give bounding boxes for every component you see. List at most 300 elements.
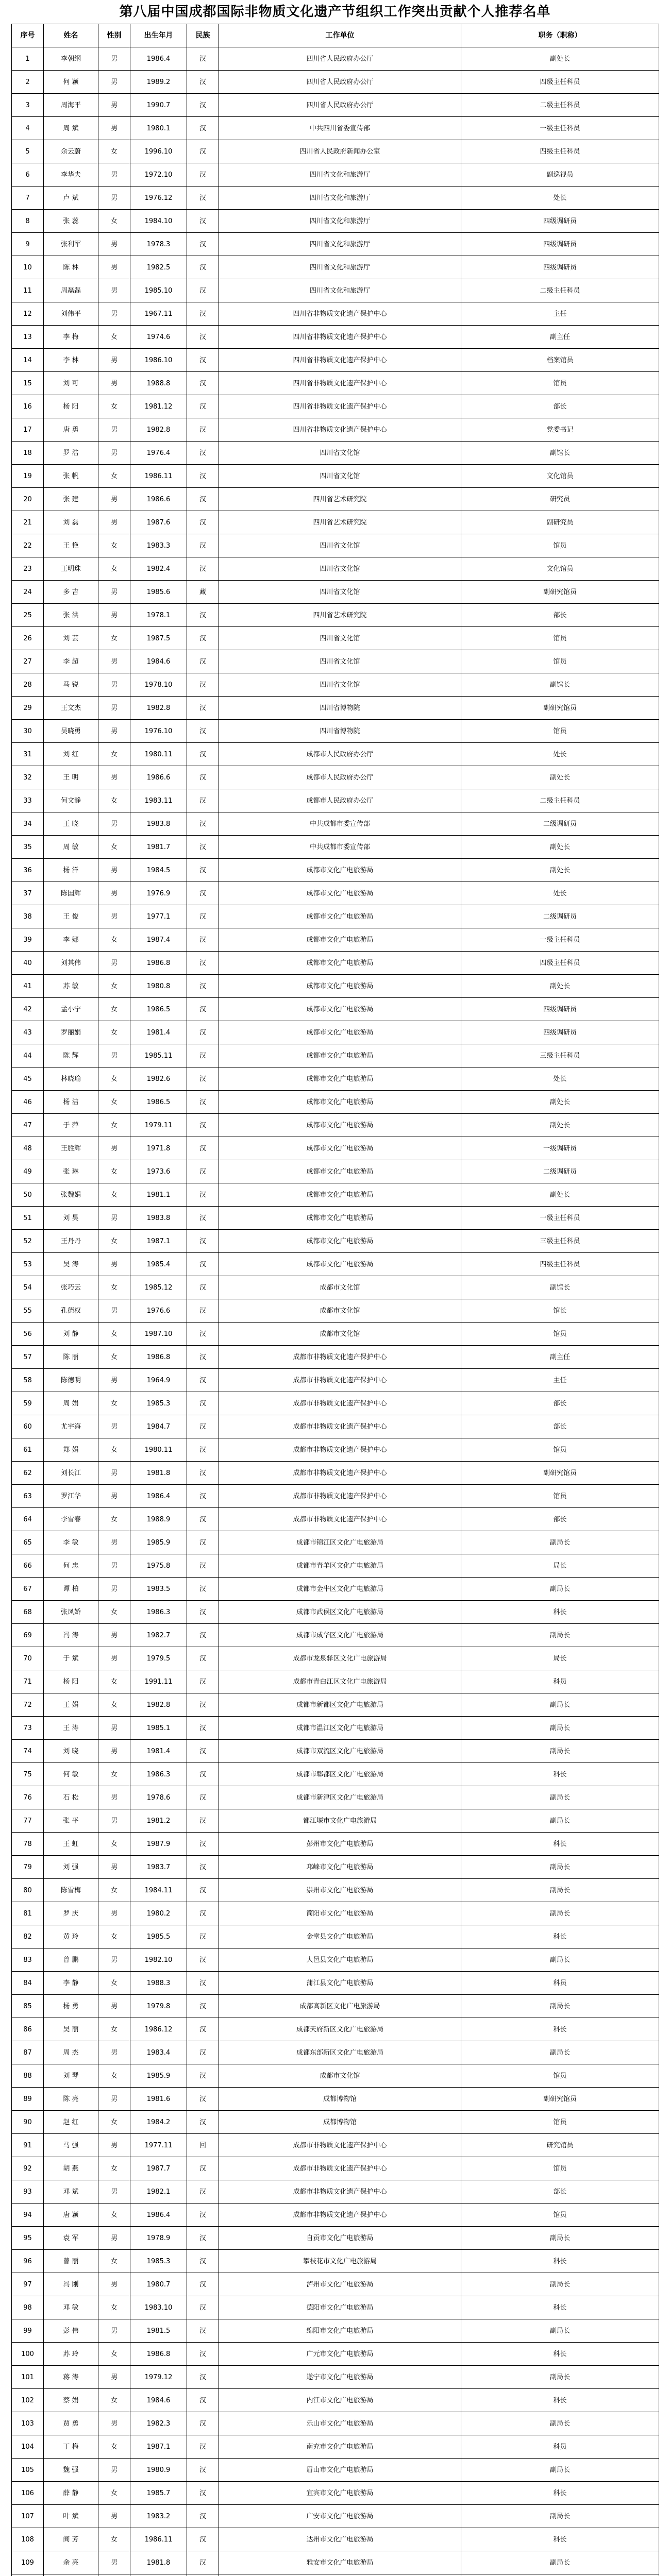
cell-name: 张 洪	[44, 604, 98, 627]
cell-birth: 1988.9	[130, 1508, 187, 1531]
table-row	[12, 1137, 659, 1160]
cell-position: 文化馆员	[461, 557, 659, 581]
table-row	[12, 557, 659, 581]
cell-position: 副馆长	[461, 1276, 659, 1299]
cell-gender: 男	[98, 1995, 130, 2018]
cell-birth: 1987.6	[130, 511, 187, 534]
cell-birth: 1979.5	[130, 1647, 187, 1670]
cell-ethnicity: 汉	[187, 1137, 219, 1160]
table-row	[12, 1763, 659, 1786]
table-row	[12, 2134, 659, 2157]
cell-gender: 男	[98, 1531, 130, 1554]
cell-name: 邓 敏	[44, 2296, 98, 2319]
cell-unit: 广元市文化广电旅游局	[219, 2343, 461, 2366]
cell-index: 96	[12, 2250, 44, 2273]
cell-ethnicity: 汉	[187, 604, 219, 627]
table-row	[12, 256, 659, 279]
cell-birth: 1981.1	[130, 1183, 187, 1207]
cell-birth: 1986.8	[130, 1346, 187, 1369]
table-row	[12, 1717, 659, 1740]
cell-ethnicity: 汉	[187, 1740, 219, 1763]
cell-birth: 1982.6	[130, 1067, 187, 1091]
cell-ethnicity: 汉	[187, 71, 219, 94]
cell-position: 科员	[461, 2435, 659, 2459]
table-row	[12, 2459, 659, 2482]
table-row	[12, 1647, 659, 1670]
cell-unit: 四川省文化和旅游厅	[219, 187, 461, 210]
cell-ethnicity: 藏	[187, 581, 219, 604]
cell-position: 四级调研员	[461, 1021, 659, 1044]
table-row	[12, 882, 659, 905]
cell-gender: 男	[98, 349, 130, 372]
cell-birth: 1982.8	[130, 418, 187, 442]
cell-ethnicity: 汉	[187, 2459, 219, 2482]
cell-ethnicity: 汉	[187, 1160, 219, 1183]
cell-gender: 女	[98, 1346, 130, 1369]
table-row	[12, 627, 659, 650]
cell-position: 处长	[461, 743, 659, 766]
cell-name: 孟小宁	[44, 998, 98, 1021]
cell-name: 苏 玲	[44, 2343, 98, 2366]
cell-birth: 1982.1	[130, 2180, 187, 2204]
cell-unit: 成都市文化广电旅游局	[219, 1137, 461, 1160]
cell-name: 李 娜	[44, 928, 98, 952]
cell-name: 张 平	[44, 1809, 98, 1833]
cell-position: 四级调研员	[461, 210, 659, 233]
cell-ethnicity: 汉	[187, 720, 219, 743]
cell-name: 张 蕊	[44, 210, 98, 233]
cell-index: 32	[12, 766, 44, 789]
cell-ethnicity: 汉	[187, 1948, 219, 1972]
cell-position: 科长	[461, 2482, 659, 2505]
cell-name: 罗 浩	[44, 442, 98, 465]
cell-index: 77	[12, 1809, 44, 1833]
cell-birth: 1976.4	[130, 442, 187, 465]
cell-ethnicity: 汉	[187, 2041, 219, 2064]
cell-ethnicity: 汉	[187, 372, 219, 395]
cell-index: 29	[12, 697, 44, 720]
cell-position: 副处长	[461, 1091, 659, 1114]
cell-ethnicity: 回	[187, 2134, 219, 2157]
cell-unit: 四川省文化馆	[219, 534, 461, 557]
cell-birth: 1985.11	[130, 1044, 187, 1067]
cell-birth: 1996.10	[130, 140, 187, 163]
cell-position: 副局长	[461, 1995, 659, 2018]
cell-position: 副研究馆员	[461, 581, 659, 604]
cell-name: 李朝纲	[44, 47, 98, 71]
cell-unit: 成都市文化广电旅游局	[219, 1044, 461, 1067]
cell-gender: 女	[98, 465, 130, 488]
cell-gender: 男	[98, 2412, 130, 2435]
cell-position: 副局长	[461, 2551, 659, 2574]
cell-index: 21	[12, 511, 44, 534]
cell-birth: 1985.4	[130, 1253, 187, 1276]
cell-name: 刘 琴	[44, 2064, 98, 2088]
table-row	[12, 1253, 659, 1276]
cell-birth: 1973.6	[130, 1160, 187, 1183]
cell-name: 袁 军	[44, 2227, 98, 2250]
cell-gender: 男	[98, 882, 130, 905]
cell-birth: 1984.10	[130, 210, 187, 233]
cell-index: 45	[12, 1067, 44, 1091]
cell-ethnicity: 汉	[187, 1624, 219, 1647]
cell-index: 19	[12, 465, 44, 488]
cell-name: 多 吉	[44, 581, 98, 604]
cell-index: 103	[12, 2412, 44, 2435]
cell-birth: 1988.8	[130, 372, 187, 395]
cell-gender: 男	[98, 47, 130, 71]
cell-position: 科长	[461, 1833, 659, 1856]
cell-name: 陈德明	[44, 1369, 98, 1392]
table-row	[12, 2041, 659, 2064]
cell-gender: 男	[98, 952, 130, 975]
cell-index: 61	[12, 1438, 44, 1462]
cell-gender: 男	[98, 233, 130, 256]
table-row	[12, 789, 659, 812]
cell-unit: 四川省人民政府办公厅	[219, 47, 461, 71]
table-row	[12, 1995, 659, 2018]
table-row	[12, 2273, 659, 2296]
cell-ethnicity: 汉	[187, 2088, 219, 2111]
cell-unit	[219, 2574, 461, 2576]
cell-index: 108	[12, 2528, 44, 2551]
cell-index: 33	[12, 789, 44, 812]
cell-index: 9	[12, 233, 44, 256]
cell-name: 卢 斌	[44, 187, 98, 210]
cell-position: 副研究馆员	[461, 2088, 659, 2111]
cell-ethnicity: 汉	[187, 1601, 219, 1624]
cell-gender: 女	[98, 2435, 130, 2459]
cell-index: 80	[12, 1879, 44, 1902]
cell-ethnicity: 汉	[187, 1693, 219, 1717]
cell-gender: 男	[98, 1786, 130, 1809]
cell-ethnicity: 汉	[187, 187, 219, 210]
cell-position: 馆员	[461, 2064, 659, 2088]
cell-ethnicity: 汉	[187, 1833, 219, 1856]
cell-birth: 1985.12	[130, 1276, 187, 1299]
table-row	[12, 604, 659, 627]
cell-name: 吴 涛	[44, 1253, 98, 1276]
cell-gender: 女	[98, 1508, 130, 1531]
cell-birth: 1985.7	[130, 2482, 187, 2505]
cell-gender: 男	[98, 2551, 130, 2574]
table-header-row	[12, 24, 659, 47]
cell-ethnicity: 汉	[187, 256, 219, 279]
table-row	[12, 47, 659, 71]
cell-name: 吴晓勇	[44, 720, 98, 743]
cell-gender: 男	[98, 418, 130, 442]
cell-name: 蔡 娟	[44, 2389, 98, 2412]
cell-name: 周 娟	[44, 1392, 98, 1415]
table-row	[12, 2319, 659, 2343]
cell-ethnicity: 汉	[187, 1044, 219, 1067]
cell-index: 51	[12, 1207, 44, 1230]
table-row	[12, 210, 659, 233]
cell-gender: 男	[98, 2366, 130, 2389]
table-row	[12, 952, 659, 975]
cell-position: 二级主任科员	[461, 789, 659, 812]
cell-ethnicity: 汉	[187, 2551, 219, 2574]
cell-index: 98	[12, 2296, 44, 2319]
table-row	[12, 581, 659, 604]
cell-gender: 女	[98, 2389, 130, 2412]
cell-unit: 成都市文化广电旅游局	[219, 975, 461, 998]
cell-unit: 宜宾市文化广电旅游局	[219, 2482, 461, 2505]
cell-index: 70	[12, 1647, 44, 1670]
cell-name: 陈 丽	[44, 1346, 98, 1369]
cell-gender: 女	[98, 2250, 130, 2273]
table-row	[12, 1346, 659, 1369]
cell-name: 赵 红	[44, 2111, 98, 2134]
cell-unit: 成都市新都区文化广电旅游局	[219, 1693, 461, 1717]
cell-unit: 成都市文化广电旅游局	[219, 952, 461, 975]
cell-unit: 四川省文化馆	[219, 627, 461, 650]
table-row	[12, 2180, 659, 2204]
cell-gender: 男	[98, 1299, 130, 1323]
cell-birth: 1986.5	[130, 1091, 187, 1114]
cell-gender: 男	[98, 163, 130, 187]
cell-ethnicity: 汉	[187, 1114, 219, 1137]
cell-name: 于 斌	[44, 1647, 98, 1670]
cell-unit: 中共成都市委宣传部	[219, 836, 461, 859]
cell-index: 35	[12, 836, 44, 859]
cell-position: 科长	[461, 2528, 659, 2551]
cell-ethnicity: 汉	[187, 1647, 219, 1670]
cell-index: 16	[12, 395, 44, 418]
cell-ethnicity: 汉	[187, 697, 219, 720]
cell-ethnicity: 汉	[187, 952, 219, 975]
cell-unit: 成都市文化馆	[219, 2064, 461, 2088]
table-row	[12, 1462, 659, 1485]
cell-position: 二级主任科员	[461, 94, 659, 117]
cell-unit: 成都市文化广电旅游局	[219, 1067, 461, 1091]
cell-birth: 1974.6	[130, 326, 187, 349]
cell-gender: 男	[98, 1647, 130, 1670]
cell-gender: 女	[98, 2157, 130, 2180]
cell-unit: 成都市非物质文化遗产保护中心	[219, 2157, 461, 2180]
table-row	[12, 2528, 659, 2551]
cell-unit: 四川省非物质文化遗产保护中心	[219, 326, 461, 349]
table-row	[12, 349, 659, 372]
cell-ethnicity: 汉	[187, 1879, 219, 1902]
cell-index: 48	[12, 1137, 44, 1160]
cell-ethnicity: 汉	[187, 349, 219, 372]
cell-name: 杨 阳	[44, 395, 98, 418]
cell-position: 副局长	[461, 2412, 659, 2435]
cell-position: 馆员	[461, 720, 659, 743]
cell-unit: 雅安市文化广电旅游局	[219, 2551, 461, 2574]
cell-name: 陈 林	[44, 256, 98, 279]
cell-position: 副局长	[461, 2459, 659, 2482]
cell-unit: 四川省艺术研究院	[219, 604, 461, 627]
cell-gender: 男	[98, 581, 130, 604]
cell-index: 74	[12, 1740, 44, 1763]
cell-ethnicity: 汉	[187, 1972, 219, 1995]
cell-ethnicity: 汉	[187, 1995, 219, 2018]
cell-index: 84	[12, 1972, 44, 1995]
cell-index: 54	[12, 1276, 44, 1299]
table-row	[12, 302, 659, 326]
cell-position: 副研究馆员	[461, 1462, 659, 1485]
cell-index: 90	[12, 2111, 44, 2134]
cell-birth: 1986.12	[130, 2018, 187, 2041]
cell-name: 罗 庆	[44, 1902, 98, 1925]
cell-gender: 男	[98, 2273, 130, 2296]
cell-name: 唐 勇	[44, 418, 98, 442]
cell-position: 副处长	[461, 766, 659, 789]
cell-unit: 成都市温江区文化广电旅游局	[219, 1717, 461, 1740]
cell-position: 副馆长	[461, 442, 659, 465]
cell-gender: 女	[98, 1763, 130, 1786]
cell-unit: 四川省非物质文化遗产保护中心	[219, 302, 461, 326]
cell-index: 94	[12, 2204, 44, 2227]
cell-unit: 四川省文化馆	[219, 650, 461, 673]
cell-gender: 女	[98, 210, 130, 233]
cell-position: 党委书记	[461, 418, 659, 442]
cell-ethnicity: 汉	[187, 1717, 219, 1740]
cell-position: 副局长	[461, 1879, 659, 1902]
cell-ethnicity: 汉	[187, 2227, 219, 2250]
cell-birth: 1986.4	[130, 47, 187, 71]
cell-name: 罗江华	[44, 1485, 98, 1508]
cell-ethnicity: 汉	[187, 1508, 219, 1531]
table-row	[12, 766, 659, 789]
cell-birth: 1975.8	[130, 1554, 187, 1578]
cell-gender: 女	[98, 2204, 130, 2227]
cell-unit: 都江堰市文化广电旅游局	[219, 1809, 461, 1833]
table-row	[12, 418, 659, 442]
cell-unit: 简阳市文化广电旅游局	[219, 1902, 461, 1925]
cell-ethnicity: 汉	[187, 1554, 219, 1578]
cell-birth: 1983.7	[130, 1856, 187, 1879]
cell-index: 42	[12, 998, 44, 1021]
cell-unit: 金堂县文化广电旅游局	[219, 1925, 461, 1948]
cell-position: 副局长	[461, 1717, 659, 1740]
cell-position: 科员	[461, 1972, 659, 1995]
cell-ethnicity: 汉	[187, 1415, 219, 1438]
cell-birth: 1978.6	[130, 1786, 187, 1809]
cell-name: 李华夫	[44, 163, 98, 187]
table-row	[12, 1670, 659, 1693]
cell-birth: 1984.6	[130, 2389, 187, 2412]
cell-index: 27	[12, 650, 44, 673]
cell-name: 王 俊	[44, 905, 98, 928]
cell-unit: 四川省文化馆	[219, 465, 461, 488]
cell-unit: 成都市文化广电旅游局	[219, 882, 461, 905]
table-row	[12, 442, 659, 465]
table-row	[12, 395, 659, 418]
cell-birth: 1985.1	[130, 1717, 187, 1740]
table-row	[12, 812, 659, 836]
cell-birth: 1986.8	[130, 952, 187, 975]
cell-unit: 成都市非物质文化遗产保护中心	[219, 2204, 461, 2227]
cell-name: 刘 磊	[44, 511, 98, 534]
cell-unit: 成都市文化广电旅游局	[219, 1253, 461, 1276]
cell-name: 张 建	[44, 488, 98, 511]
cell-birth: 1985.9	[130, 1531, 187, 1554]
cell-name: 黄 玲	[44, 1925, 98, 1948]
cell-position: 科长	[461, 2250, 659, 2273]
cell-name: 周 敏	[44, 836, 98, 859]
cell-gender: 男	[98, 1740, 130, 1763]
cell-ethnicity: 汉	[187, 488, 219, 511]
cell-birth: 1987.7	[130, 2157, 187, 2180]
table-row	[12, 233, 659, 256]
cell-birth: 1987.5	[130, 627, 187, 650]
cell-gender: 男	[98, 94, 130, 117]
cell-name: 罗丽娟	[44, 1021, 98, 1044]
cell-name: 刘 静	[44, 1323, 98, 1346]
cell-gender: 男	[98, 71, 130, 94]
table-row	[12, 2505, 659, 2528]
cell-ethnicity: 汉	[187, 279, 219, 302]
cell-gender: 男	[98, 372, 130, 395]
cell-position: 副处长	[461, 1114, 659, 1137]
cell-ethnicity: 汉	[187, 998, 219, 1021]
cell-unit: 成都市非物质文化遗产保护中心	[219, 1508, 461, 1531]
cell-name: 薛 静	[44, 2482, 98, 2505]
table-row	[12, 1276, 659, 1299]
cell-name: 曾 丽	[44, 2250, 98, 2273]
cell-index: 83	[12, 1948, 44, 1972]
cell-name: 何 敏	[44, 1763, 98, 1786]
cell-gender: 男	[98, 442, 130, 465]
cell-name: 马 强	[44, 2134, 98, 2157]
table-row	[12, 2250, 659, 2273]
cell-gender: 男	[98, 1578, 130, 1601]
cell-gender: 女	[98, 326, 130, 349]
header-position: 职务（职称）	[461, 24, 659, 47]
cell-position: 馆员	[461, 1323, 659, 1346]
cell-birth: 1976.6	[130, 1299, 187, 1323]
cell-gender: 男	[98, 766, 130, 789]
cell-position: 主任	[461, 1369, 659, 1392]
cell-unit: 四川省文化馆	[219, 557, 461, 581]
cell-index: 31	[12, 743, 44, 766]
cell-birth: 1980.11	[130, 1438, 187, 1462]
cell-name: 唐 颖	[44, 2204, 98, 2227]
cell-gender: 男	[98, 2227, 130, 2250]
cell-birth: 1987.10	[130, 1323, 187, 1346]
cell-birth: 1982.7	[130, 1624, 187, 1647]
cell-position: 副局长	[461, 2505, 659, 2528]
cell-gender: 女	[98, 534, 130, 557]
cell-position: 局长	[461, 1554, 659, 1578]
cell-birth: 1976.9	[130, 882, 187, 905]
cell-unit: 四川省文化和旅游厅	[219, 163, 461, 187]
cell-ethnicity: 汉	[187, 882, 219, 905]
cell-unit: 四川省文化和旅游厅	[219, 210, 461, 233]
cell-unit: 四川省文化和旅游厅	[219, 256, 461, 279]
cell-position: 馆员	[461, 627, 659, 650]
cell-ethnicity: 汉	[187, 233, 219, 256]
cell-name: 王 晓	[44, 812, 98, 836]
cell-position: 副主任	[461, 1346, 659, 1369]
cell-index: 41	[12, 975, 44, 998]
cell-gender: 女	[98, 2018, 130, 2041]
cell-name: 王 明	[44, 766, 98, 789]
cell-name: 曾 鹏	[44, 1948, 98, 1972]
cell-birth: 1989.2	[130, 71, 187, 94]
cell-index: 62	[12, 1462, 44, 1485]
cell-index: 36	[12, 859, 44, 882]
cell-unit: 四川省非物质文化遗产保护中心	[219, 349, 461, 372]
cell-position: 副处长	[461, 975, 659, 998]
cell-index: 13	[12, 326, 44, 349]
cell-index: 57	[12, 1346, 44, 1369]
cell-position: 主任	[461, 302, 659, 326]
cell-ethnicity: 汉	[187, 326, 219, 349]
